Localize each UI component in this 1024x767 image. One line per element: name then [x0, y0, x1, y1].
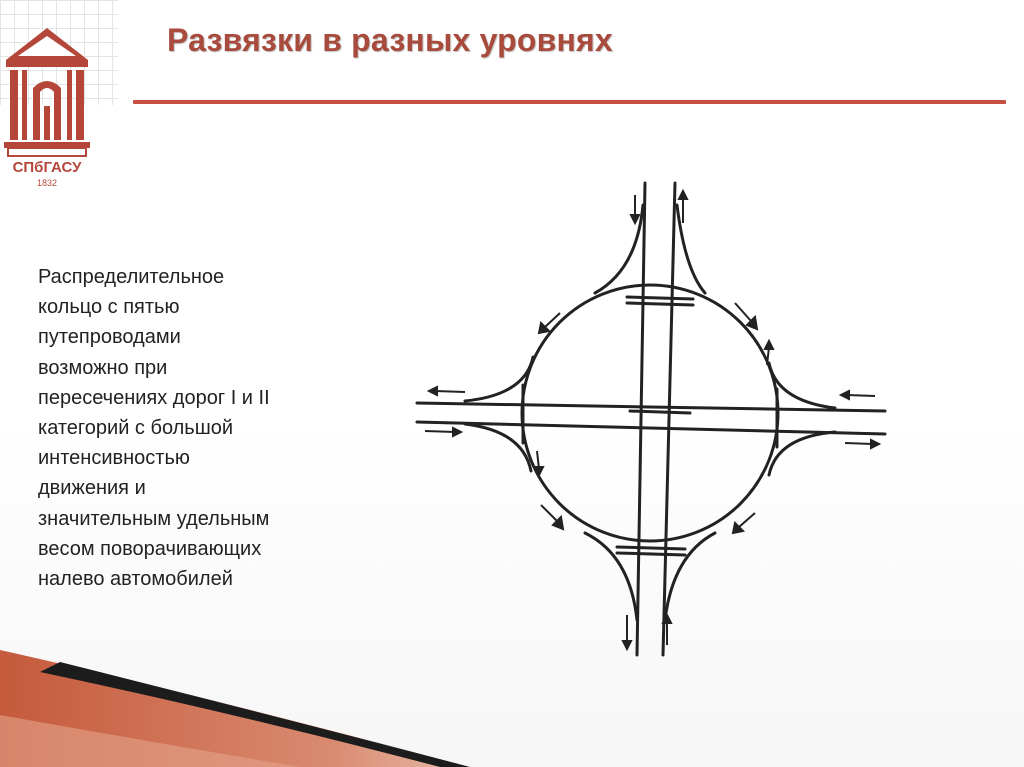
vertical-road-left — [637, 183, 645, 655]
ramp-left-bottom — [465, 424, 531, 471]
overpass-bottom-2 — [617, 553, 685, 555]
ramp-bottom-right — [665, 533, 715, 620]
description-text: Распределительное кольцо с пятью путепроводами возможно при пересечениях дорог I и II категорий с большой интенсивностью движения и значительным удельным весом поворачивающих налево автомобилей — [38, 266, 270, 591]
logo-text: СПбГАСУ — [12, 159, 82, 176]
overpass-bottom — [617, 547, 685, 549]
interchange-diagram — [405, 175, 905, 665]
ramp-top-right — [677, 205, 705, 293]
overpass-top-2 — [627, 303, 693, 305]
overpass-top — [627, 297, 693, 299]
ramp-right-bottom — [769, 432, 835, 475]
university-logo — [0, 20, 95, 190]
overpass-center — [630, 411, 690, 413]
title-divider — [133, 100, 1006, 104]
logo-year: 1832 — [36, 178, 58, 188]
page-title: Развязки в разных уровнях — [167, 22, 613, 58]
decorative-swoosh — [0, 620, 470, 767]
